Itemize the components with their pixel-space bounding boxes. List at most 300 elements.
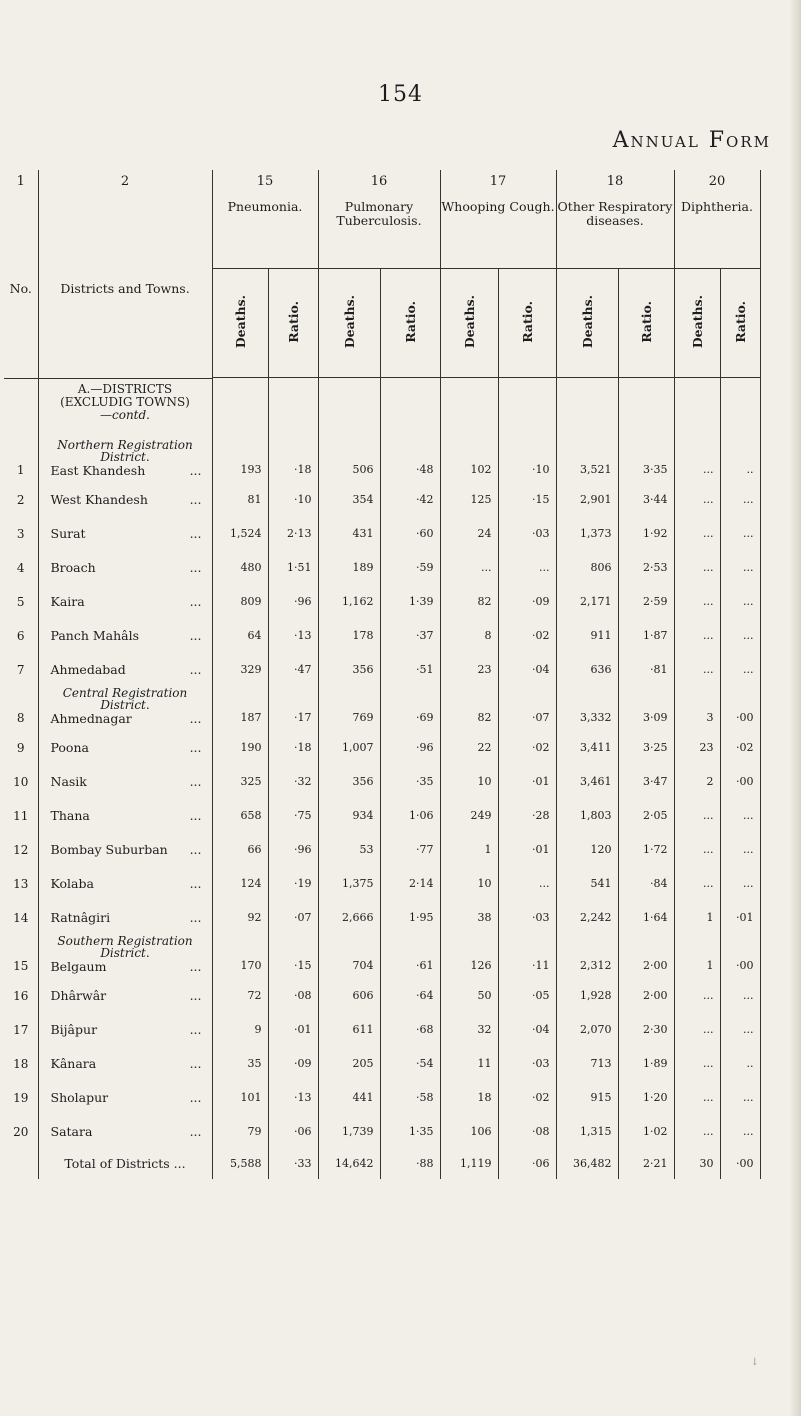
district-name: Kânara xyxy=(50,1056,97,1071)
row-number: 16 xyxy=(13,988,29,1003)
table-row xyxy=(4,551,760,585)
diphtheria-deaths-cell: 23 xyxy=(674,731,720,765)
other-respiratory-ratio-cell: 1·89 xyxy=(618,1047,674,1081)
diphtheria-ratio-cell: ... xyxy=(720,1081,760,1115)
ratio-label: Ratio. xyxy=(402,300,418,343)
whooping-cough-ratio-subheader xyxy=(498,269,556,378)
district-name-cell xyxy=(38,867,212,901)
total-whooping-cough-deaths: 1,119 xyxy=(440,1149,498,1179)
table-row xyxy=(4,517,760,551)
whooping-cough-deaths-cell: 18 xyxy=(440,1081,498,1115)
leader-dots: ... xyxy=(189,710,202,726)
row-number: 17 xyxy=(13,1022,29,1037)
diphtheria-ratio-cell: ... xyxy=(720,619,760,653)
district-name: Surat xyxy=(50,526,86,541)
whooping-cough-ratio-cell: ... xyxy=(498,867,556,901)
ratio-label: Ratio. xyxy=(638,300,654,343)
whooping-cough-ratio-cell: ·02 xyxy=(498,1081,556,1115)
pneumonia-ratio-cell: 2·13 xyxy=(268,517,318,551)
district-name-cell xyxy=(38,483,212,517)
total-other-respiratory-deaths: 36,482 xyxy=(556,1149,618,1179)
total-label: Total of Districts ... xyxy=(38,1149,212,1179)
other-respiratory-ratio-cell: 2·05 xyxy=(618,799,674,833)
form-title: Annual Form xyxy=(612,128,771,153)
tuberculosis-ratio-cell: 1·35 xyxy=(380,1115,440,1149)
diphtheria-ratio-cell: ... xyxy=(720,1013,760,1047)
table-row xyxy=(4,1081,760,1115)
pneumonia-deaths-cell: 170 xyxy=(212,959,268,979)
whooping-cough-deaths-cell: 249 xyxy=(440,799,498,833)
other-respiratory-ratio-cell: ·81 xyxy=(618,653,674,687)
diphtheria-deaths-cell: ... xyxy=(674,1047,720,1081)
district-name: Ahmednagar xyxy=(50,710,132,726)
whooping-cough-ratio-cell: ·11 xyxy=(498,959,556,979)
region-title-row xyxy=(4,687,760,711)
no-column-label: No. xyxy=(9,281,32,297)
whooping-cough-deaths-cell: 23 xyxy=(440,653,498,687)
whooping-cough-ratio-cell: ·04 xyxy=(498,653,556,687)
pneumonia-deaths-cell: 193 xyxy=(212,463,268,483)
whooping-cough-deaths-cell: 106 xyxy=(440,1115,498,1149)
other-respiratory-ratio-cell: 2·53 xyxy=(618,551,674,585)
district-name: Thana xyxy=(50,808,90,823)
pneumonia-deaths-cell: 325 xyxy=(212,765,268,799)
leader-dots: ... xyxy=(189,594,202,609)
district-name: Sholapur xyxy=(50,1090,109,1105)
tuberculosis-deaths-cell: 506 xyxy=(318,463,380,483)
pneumonia-ratio-cell: ·06 xyxy=(268,1115,318,1149)
whooping-cough-ratio-cell: ·05 xyxy=(498,979,556,1013)
row-number: 8 xyxy=(16,710,25,725)
pneumonia-ratio-cell: ·47 xyxy=(268,653,318,687)
pneumonia-deaths-cell: 480 xyxy=(212,551,268,585)
district-name: Kolaba xyxy=(50,876,94,891)
row-number: 10 xyxy=(13,774,29,789)
pneumonia-deaths-cell: 64 xyxy=(212,619,268,653)
total-diphtheria-deaths: 30 xyxy=(674,1149,720,1179)
other-respiratory-deaths-cell: 3,461 xyxy=(556,765,618,799)
other-respiratory-deaths-cell: 636 xyxy=(556,653,618,687)
whooping-cough-deaths-cell: 8 xyxy=(440,619,498,653)
other-respiratory-header: Other Respiratory diseases. xyxy=(556,200,674,269)
other-respiratory-ratio-cell: 2·00 xyxy=(618,979,674,1013)
diphtheria-deaths-cell: ... xyxy=(674,799,720,833)
whooping-cough-ratio-cell: ·02 xyxy=(498,619,556,653)
district-name: Ahmedabad xyxy=(50,662,126,677)
deaths-label: Deaths. xyxy=(689,294,705,349)
other-respiratory-deaths-cell: 541 xyxy=(556,867,618,901)
pneumonia-deaths-cell: 92 xyxy=(212,901,268,935)
whooping-cough-ratio-cell: ·08 xyxy=(498,1115,556,1149)
ratio-label: Ratio. xyxy=(285,300,301,343)
tuberculosis-ratio-cell: ·96 xyxy=(380,731,440,765)
table-row xyxy=(4,731,760,765)
tuberculosis-deaths-cell: 178 xyxy=(318,619,380,653)
row-number: 6 xyxy=(16,628,25,643)
pneumonia-deaths-cell: 329 xyxy=(212,653,268,687)
diphtheria-deaths-cell: 1 xyxy=(674,901,720,935)
tuberculosis-ratio-cell: ·64 xyxy=(380,979,440,1013)
tuberculosis-deaths-cell: 1,007 xyxy=(318,731,380,765)
tuberculosis-deaths-cell: 356 xyxy=(318,653,380,687)
region-title-row xyxy=(4,935,760,959)
tuberculosis-deaths-subheader xyxy=(318,269,380,378)
pneumonia-deaths-cell: 81 xyxy=(212,483,268,517)
total-pneumonia-deaths: 5,588 xyxy=(212,1149,268,1179)
total-row xyxy=(4,1149,760,1179)
row-number: 15 xyxy=(13,958,29,973)
tuberculosis-deaths-cell: 354 xyxy=(318,483,380,517)
pneumonia-deaths-cell: 101 xyxy=(212,1081,268,1115)
pneumonia-ratio-cell: ·96 xyxy=(268,833,318,867)
other-respiratory-deaths-cell: 1,315 xyxy=(556,1115,618,1149)
whooping-cough-deaths-cell: 32 xyxy=(440,1013,498,1047)
total-whooping-cough-ratio: ·06 xyxy=(498,1149,556,1179)
other-respiratory-ratio-cell: 1·72 xyxy=(618,833,674,867)
table-row xyxy=(4,463,760,483)
other-respiratory-ratio-cell: 2·30 xyxy=(618,1013,674,1047)
other-respiratory-deaths-cell: 915 xyxy=(556,1081,618,1115)
other-respiratory-ratio-cell: 3·44 xyxy=(618,483,674,517)
other-respiratory-ratio-cell: 2·00 xyxy=(618,959,674,979)
whooping-cough-ratio-cell: ... xyxy=(498,551,556,585)
tuberculosis-ratio-cell: ·58 xyxy=(380,1081,440,1115)
district-name: Nasik xyxy=(50,774,87,789)
district-name-cell xyxy=(38,585,212,619)
table-row xyxy=(4,901,760,935)
leader-dots: ... xyxy=(189,662,202,677)
diphtheria-ratio-cell: ·00 xyxy=(720,959,760,979)
district-name: Panch Mahâls xyxy=(50,628,140,643)
tuberculosis-ratio-cell: ·54 xyxy=(380,1047,440,1081)
pneumonia-ratio-cell: ·13 xyxy=(268,1081,318,1115)
leader-dots: ... xyxy=(189,1090,202,1105)
table-row xyxy=(4,765,760,799)
pneumonia-deaths-cell: 72 xyxy=(212,979,268,1013)
diphtheria-deaths-cell: ... xyxy=(674,517,720,551)
whooping-cough-deaths-cell: ... xyxy=(440,551,498,585)
other-respiratory-deaths-cell: 2,312 xyxy=(556,959,618,979)
region-title: Central Registration District. xyxy=(38,687,212,711)
whooping-cough-deaths-cell: 126 xyxy=(440,959,498,979)
district-name-cell xyxy=(38,799,212,833)
col-number-diphtheria: 20 xyxy=(674,170,760,200)
district-name-cell xyxy=(38,653,212,687)
diphtheria-ratio-cell: ... xyxy=(720,585,760,619)
diphtheria-deaths-cell: ... xyxy=(674,833,720,867)
district-name: Belgaum xyxy=(50,958,107,974)
leader-dots: ... xyxy=(189,628,202,643)
column-number-row xyxy=(4,170,760,200)
diphtheria-deaths-subheader xyxy=(674,269,720,378)
tuberculosis-deaths-cell: 205 xyxy=(318,1047,380,1081)
whooping-cough-deaths-cell: 50 xyxy=(440,979,498,1013)
tuberculosis-ratio-cell: 1·06 xyxy=(380,799,440,833)
tuberculosis-ratio-cell: ·68 xyxy=(380,1013,440,1047)
diphtheria-ratio-cell: .. xyxy=(720,1047,760,1081)
whooping-cough-deaths-subheader xyxy=(440,269,498,378)
district-name: Bombay Suburban xyxy=(50,842,168,857)
diphtheria-deaths-cell: ... xyxy=(674,1081,720,1115)
diphtheria-deaths-cell: ... xyxy=(674,653,720,687)
tuberculosis-deaths-cell: 441 xyxy=(318,1081,380,1115)
whooping-cough-deaths-cell: 22 xyxy=(440,731,498,765)
pneumonia-ratio-cell: ·08 xyxy=(268,979,318,1013)
diphtheria-deaths-cell: 2 xyxy=(674,765,720,799)
district-name: Broach xyxy=(50,560,96,575)
section-title-line-2: (EXCLUDIG TOWNS) xyxy=(60,394,190,409)
other-respiratory-deaths-cell: 2,171 xyxy=(556,585,618,619)
pneumonia-ratio-cell: ·17 xyxy=(268,711,318,731)
whooping-cough-deaths-cell: 1 xyxy=(440,833,498,867)
section-title xyxy=(38,378,212,439)
diphtheria-ratio-cell: ·00 xyxy=(720,711,760,731)
whooping-cough-ratio-cell: ·03 xyxy=(498,1047,556,1081)
diphtheria-deaths-cell: ... xyxy=(674,585,720,619)
row-number: 13 xyxy=(13,876,29,891)
diphtheria-ratio-cell: ... xyxy=(720,799,760,833)
whooping-cough-deaths-cell: 10 xyxy=(440,867,498,901)
tuberculosis-ratio-cell: 2·14 xyxy=(380,867,440,901)
other-respiratory-deaths-cell: 713 xyxy=(556,1047,618,1081)
district-name-cell xyxy=(38,463,212,483)
diphtheria-deaths-cell: ... xyxy=(674,551,720,585)
row-number: 12 xyxy=(13,842,29,857)
table-row xyxy=(4,1013,760,1047)
whooping-cough-ratio-cell: ·03 xyxy=(498,517,556,551)
col-number-1: 1 xyxy=(16,174,25,189)
diphtheria-ratio-cell: .. xyxy=(720,463,760,483)
diphtheria-ratio-cell: ·02 xyxy=(720,731,760,765)
pneumonia-ratio-cell: 1·51 xyxy=(268,551,318,585)
table-row xyxy=(4,483,760,517)
pneumonia-ratio-cell: ·15 xyxy=(268,959,318,979)
district-name: Bijâpur xyxy=(50,1022,98,1037)
row-number: 14 xyxy=(13,910,29,925)
tuberculosis-ratio-cell: ·77 xyxy=(380,833,440,867)
leader-dots: ... xyxy=(189,988,202,1003)
diphtheria-ratio-cell: ... xyxy=(720,979,760,1013)
whooping-cough-ratio-cell: ·15 xyxy=(498,483,556,517)
tuberculosis-ratio-cell: ·61 xyxy=(380,959,440,979)
region-title-row xyxy=(4,439,760,463)
tuberculosis-deaths-cell: 611 xyxy=(318,1013,380,1047)
pneumonia-deaths-cell: 79 xyxy=(212,1115,268,1149)
section-title-line-3: —contd. xyxy=(100,407,150,422)
pneumonia-ratio-cell: ·75 xyxy=(268,799,318,833)
table-row xyxy=(4,833,760,867)
total-diphtheria-ratio: ·00 xyxy=(720,1149,760,1179)
other-respiratory-deaths-cell: 120 xyxy=(556,833,618,867)
page-corner-mark: ↓ xyxy=(750,1357,759,1368)
district-name-cell xyxy=(38,959,212,979)
other-respiratory-deaths-cell: 3,521 xyxy=(556,463,618,483)
mortality-table xyxy=(4,170,761,1179)
row-number: 19 xyxy=(13,1090,29,1105)
deaths-label: Deaths. xyxy=(341,294,357,349)
district-name: Poona xyxy=(50,740,89,755)
other-respiratory-deaths-cell: 2,070 xyxy=(556,1013,618,1047)
diphtheria-deaths-cell: ... xyxy=(674,1115,720,1149)
district-name-cell xyxy=(38,551,212,585)
whooping-cough-deaths-cell: 82 xyxy=(440,585,498,619)
whooping-cough-ratio-cell: ·07 xyxy=(498,711,556,731)
col-number-tuberculosis: 16 xyxy=(318,170,440,200)
district-name-cell xyxy=(38,619,212,653)
row-number: 11 xyxy=(13,808,29,823)
other-respiratory-ratio-cell: 3·09 xyxy=(618,711,674,731)
deaths-label: Deaths. xyxy=(461,294,477,349)
pneumonia-ratio-cell: ·18 xyxy=(268,731,318,765)
diphtheria-deaths-cell: ... xyxy=(674,1013,720,1047)
table-row xyxy=(4,585,760,619)
district-name: Ratnâgiri xyxy=(50,910,111,925)
row-number: 3 xyxy=(16,526,25,541)
district-name: Kaira xyxy=(50,594,85,609)
tuberculosis-deaths-cell: 606 xyxy=(318,979,380,1013)
other-respiratory-ratio-cell: 3·35 xyxy=(618,463,674,483)
whooping-cough-deaths-cell: 10 xyxy=(440,765,498,799)
tuberculosis-ratio-cell: 1·95 xyxy=(380,901,440,935)
pneumonia-ratio-cell: ·10 xyxy=(268,483,318,517)
leader-dots: ... xyxy=(189,1056,202,1071)
leader-dots: ... xyxy=(189,958,202,974)
pneumonia-deaths-cell: 1,524 xyxy=(212,517,268,551)
row-number: 4 xyxy=(16,560,25,575)
district-name-cell xyxy=(38,979,212,1013)
diphtheria-ratio-cell: ... xyxy=(720,1115,760,1149)
col-number-other-respiratory: 18 xyxy=(556,170,674,200)
diphtheria-ratio-cell: ... xyxy=(720,483,760,517)
diphtheria-ratio-subheader xyxy=(720,269,760,378)
row-number: 18 xyxy=(13,1056,29,1071)
whooping-cough-ratio-cell: ·10 xyxy=(498,463,556,483)
leader-dots: ... xyxy=(189,1022,202,1037)
tuberculosis-ratio-cell: ·59 xyxy=(380,551,440,585)
ratio-label: Ratio. xyxy=(732,300,748,343)
col-number-pneumonia: 15 xyxy=(212,170,318,200)
pneumonia-deaths-cell: 190 xyxy=(212,731,268,765)
leader-dots: ... xyxy=(189,740,202,755)
whooping-cough-ratio-cell: ·09 xyxy=(498,585,556,619)
tuberculosis-deaths-cell: 769 xyxy=(318,711,380,731)
pneumonia-deaths-cell: 9 xyxy=(212,1013,268,1047)
column-name-row xyxy=(4,200,760,269)
col-number-2: 2 xyxy=(38,170,212,200)
table-row xyxy=(4,1047,760,1081)
diphtheria-deaths-cell: ... xyxy=(674,463,720,483)
diphtheria-deaths-cell: ... xyxy=(674,867,720,901)
other-respiratory-deaths-cell: 2,901 xyxy=(556,483,618,517)
table-row xyxy=(4,867,760,901)
pneumonia-deaths-cell: 658 xyxy=(212,799,268,833)
row-number: 20 xyxy=(13,1124,29,1139)
leader-dots: ... xyxy=(189,462,202,478)
deaths-label: Deaths. xyxy=(232,294,248,349)
row-number: 2 xyxy=(16,492,25,507)
other-respiratory-ratio-subheader xyxy=(618,269,674,378)
pneumonia-header: Pneumonia. xyxy=(212,200,318,269)
tuberculosis-ratio-cell: ·35 xyxy=(380,765,440,799)
whooping-cough-ratio-cell: ·01 xyxy=(498,765,556,799)
table-row xyxy=(4,711,760,731)
tuberculosis-deaths-cell: 704 xyxy=(318,959,380,979)
tuberculosis-ratio-cell: ·69 xyxy=(380,711,440,731)
tuberculosis-header: Pulmonary Tuberculosis. xyxy=(318,200,440,269)
leader-dots: ... xyxy=(189,526,202,541)
total-tuberculosis-deaths: 14,642 xyxy=(318,1149,380,1179)
diphtheria-ratio-cell: ... xyxy=(720,867,760,901)
tuberculosis-ratio-cell: ·51 xyxy=(380,653,440,687)
district-name-cell xyxy=(38,731,212,765)
tuberculosis-ratio-cell: 1·39 xyxy=(380,585,440,619)
whooping-cough-deaths-cell: 11 xyxy=(440,1047,498,1081)
whooping-cough-deaths-cell: 82 xyxy=(440,711,498,731)
tuberculosis-ratio-cell: ·60 xyxy=(380,517,440,551)
pneumonia-ratio-cell: ·96 xyxy=(268,585,318,619)
tuberculosis-deaths-cell: 1,739 xyxy=(318,1115,380,1149)
other-respiratory-deaths-cell: 911 xyxy=(556,619,618,653)
table-row xyxy=(4,979,760,1013)
pneumonia-ratio-subheader xyxy=(268,269,318,378)
pneumonia-deaths-cell: 124 xyxy=(212,867,268,901)
district-name: Satara xyxy=(50,1124,93,1139)
pneumonia-ratio-cell: ·13 xyxy=(268,619,318,653)
row-number: 9 xyxy=(16,740,25,755)
row-number: 1 xyxy=(16,462,25,477)
whooping-cough-deaths-cell: 125 xyxy=(440,483,498,517)
table-body xyxy=(4,378,760,1149)
leader-dots: ... xyxy=(189,1124,202,1139)
other-respiratory-deaths-cell: 2,242 xyxy=(556,901,618,935)
diphtheria-ratio-cell: ... xyxy=(720,551,760,585)
tuberculosis-deaths-cell: 53 xyxy=(318,833,380,867)
tuberculosis-deaths-cell: 2,666 xyxy=(318,901,380,935)
pneumonia-deaths-cell: 66 xyxy=(212,833,268,867)
district-name-cell xyxy=(38,901,212,935)
tuberculosis-deaths-cell: 1,375 xyxy=(318,867,380,901)
row-number: 5 xyxy=(16,594,25,609)
district-name-cell xyxy=(38,1013,212,1047)
tuberculosis-ratio-cell: ·37 xyxy=(380,619,440,653)
tuberculosis-deaths-cell: 189 xyxy=(318,551,380,585)
diphtheria-deaths-cell: ... xyxy=(674,619,720,653)
section-title-row xyxy=(4,378,760,439)
district-name-cell xyxy=(38,517,212,551)
whooping-cough-deaths-cell: 24 xyxy=(440,517,498,551)
other-respiratory-deaths-cell: 1,803 xyxy=(556,799,618,833)
district-name-cell xyxy=(38,1115,212,1149)
pneumonia-deaths-cell: 809 xyxy=(212,585,268,619)
col-number-whooping-cough: 17 xyxy=(440,170,556,200)
leader-dots: ... xyxy=(189,560,202,575)
tuberculosis-deaths-cell: 356 xyxy=(318,765,380,799)
other-respiratory-ratio-cell: 1·20 xyxy=(618,1081,674,1115)
tuberculosis-deaths-cell: 934 xyxy=(318,799,380,833)
other-respiratory-deaths-cell: 806 xyxy=(556,551,618,585)
pneumonia-ratio-cell: ·01 xyxy=(268,1013,318,1047)
other-respiratory-ratio-cell: 3·47 xyxy=(618,765,674,799)
leader-dots: ... xyxy=(189,876,202,891)
leader-dots: ... xyxy=(189,492,202,507)
district-name-cell xyxy=(38,711,212,731)
other-respiratory-deaths-cell: 1,373 xyxy=(556,517,618,551)
deaths-label: Deaths. xyxy=(579,294,595,349)
pneumonia-deaths-subheader xyxy=(212,269,268,378)
whooping-cough-ratio-cell: ·03 xyxy=(498,901,556,935)
district-name: East Khandesh xyxy=(50,462,146,478)
region-title: Southern Registration District. xyxy=(38,935,212,959)
